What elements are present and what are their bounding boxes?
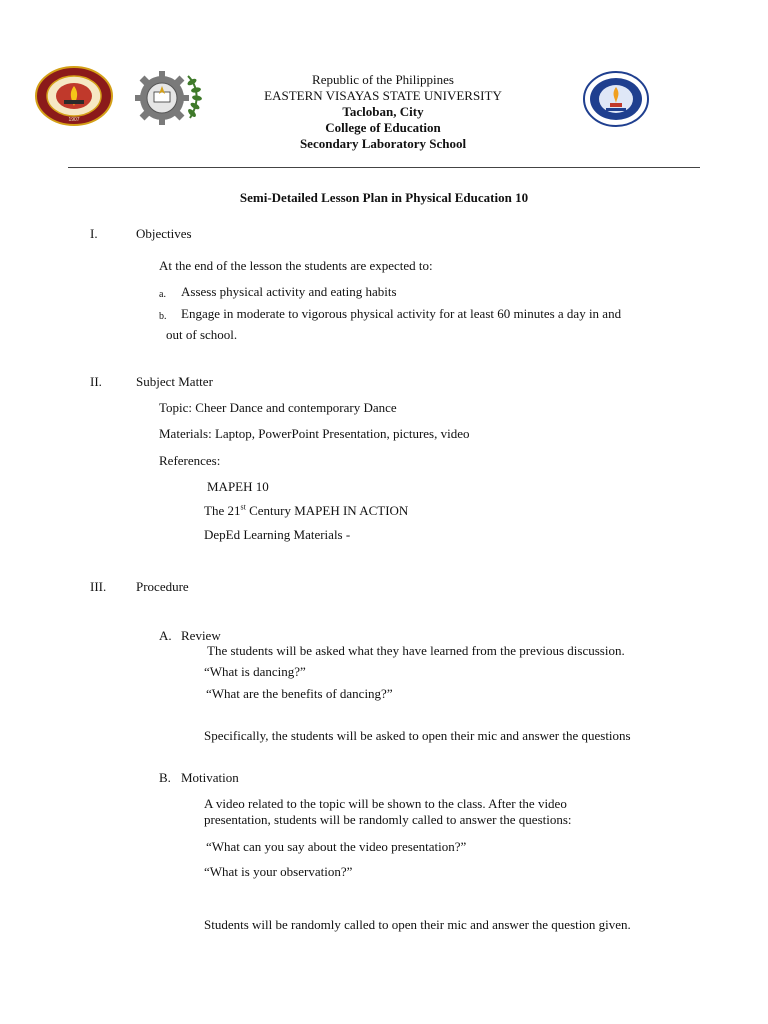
review-heading: Review [181, 628, 221, 643]
motivation-marker: B. [159, 770, 171, 785]
lesson-plan-title: Semi-Detailed Lesson Plan in Physical Education 10 [239, 190, 529, 205]
subject-references-label: References: [159, 453, 221, 468]
review-text: The students will be asked what they have learned from the previous discussion. [207, 643, 625, 658]
objectives-intro: At the end of the lesson the students are expected to: [159, 258, 433, 273]
objective-marker-a: a. [159, 289, 166, 300]
reference-deped-materials: DepEd Learning Materials - [204, 527, 351, 542]
header-line-republic: Republic of the Philippines [312, 72, 454, 87]
review-note: Specifically, the students will be asked to open their mic and answer the questions [204, 728, 631, 743]
section-numeral-objectives: I. [90, 226, 98, 241]
motivation-note: Students will be randomly called to open their mic and answer the question given. [204, 917, 631, 932]
section-heading-objectives: Objectives [136, 226, 192, 241]
header-line-city: Tacloban, City [342, 104, 424, 119]
header-line-university: EASTERN VISAYAS STATE UNIVERSITY [264, 88, 502, 103]
review-marker: A. [159, 628, 172, 643]
motivation-text-1: A video related to the topic will be shown to the class. After the video [204, 796, 567, 811]
header-line-college: College of Education [325, 120, 441, 135]
section-numeral-subject: II. [90, 374, 102, 389]
motivation-question-1: “What can you say about the video presentation?” [206, 839, 467, 854]
objective-marker-b: b. [159, 311, 167, 322]
reference-mapeh-10: MAPEH 10 [207, 479, 269, 494]
school-header [180, 72, 586, 152]
objective-item-a: Assess physical activity and eating habits [181, 284, 397, 299]
objective-item-b-cont: out of school. [166, 327, 238, 342]
lab-school-seal-logo [582, 70, 650, 128]
section-heading-procedure: Procedure [136, 579, 189, 594]
reference-mapeh-in-action [204, 503, 408, 518]
header-divider [68, 167, 700, 168]
objective-item-b: Engage in moderate to vigorous physical activity for at least 60 minutes a day in and [181, 306, 622, 321]
evsu-seal-logo [34, 66, 114, 126]
svg-text:1907: 1907 [68, 117, 80, 123]
review-question-1: “What is dancing?” [204, 664, 306, 679]
section-numeral-procedure: III. [90, 579, 107, 594]
subject-materials: Materials: Laptop, PowerPoint Presentation, pictures, video [159, 426, 470, 441]
motivation-text-2: presentation, students will be randomly called to answer the questions: [204, 812, 572, 827]
section-heading-subject: Subject Matter [136, 374, 213, 389]
subject-topic: Topic: Cheer Dance and contemporary Dance [159, 400, 397, 415]
header-line-school: Secondary Laboratory School [299, 136, 467, 151]
reference-mapeh-in-action-pre: The 21 [204, 503, 241, 518]
motivation-question-2: “What is your observation?” [204, 864, 353, 879]
motivation-heading: Motivation [181, 770, 239, 785]
review-question-2: “What are the benefits of dancing?” [206, 686, 393, 701]
reference-mapeh-in-action-post: Century MAPEH IN ACTION [245, 503, 409, 518]
reference-ordinal-suffix: st [240, 502, 246, 512]
